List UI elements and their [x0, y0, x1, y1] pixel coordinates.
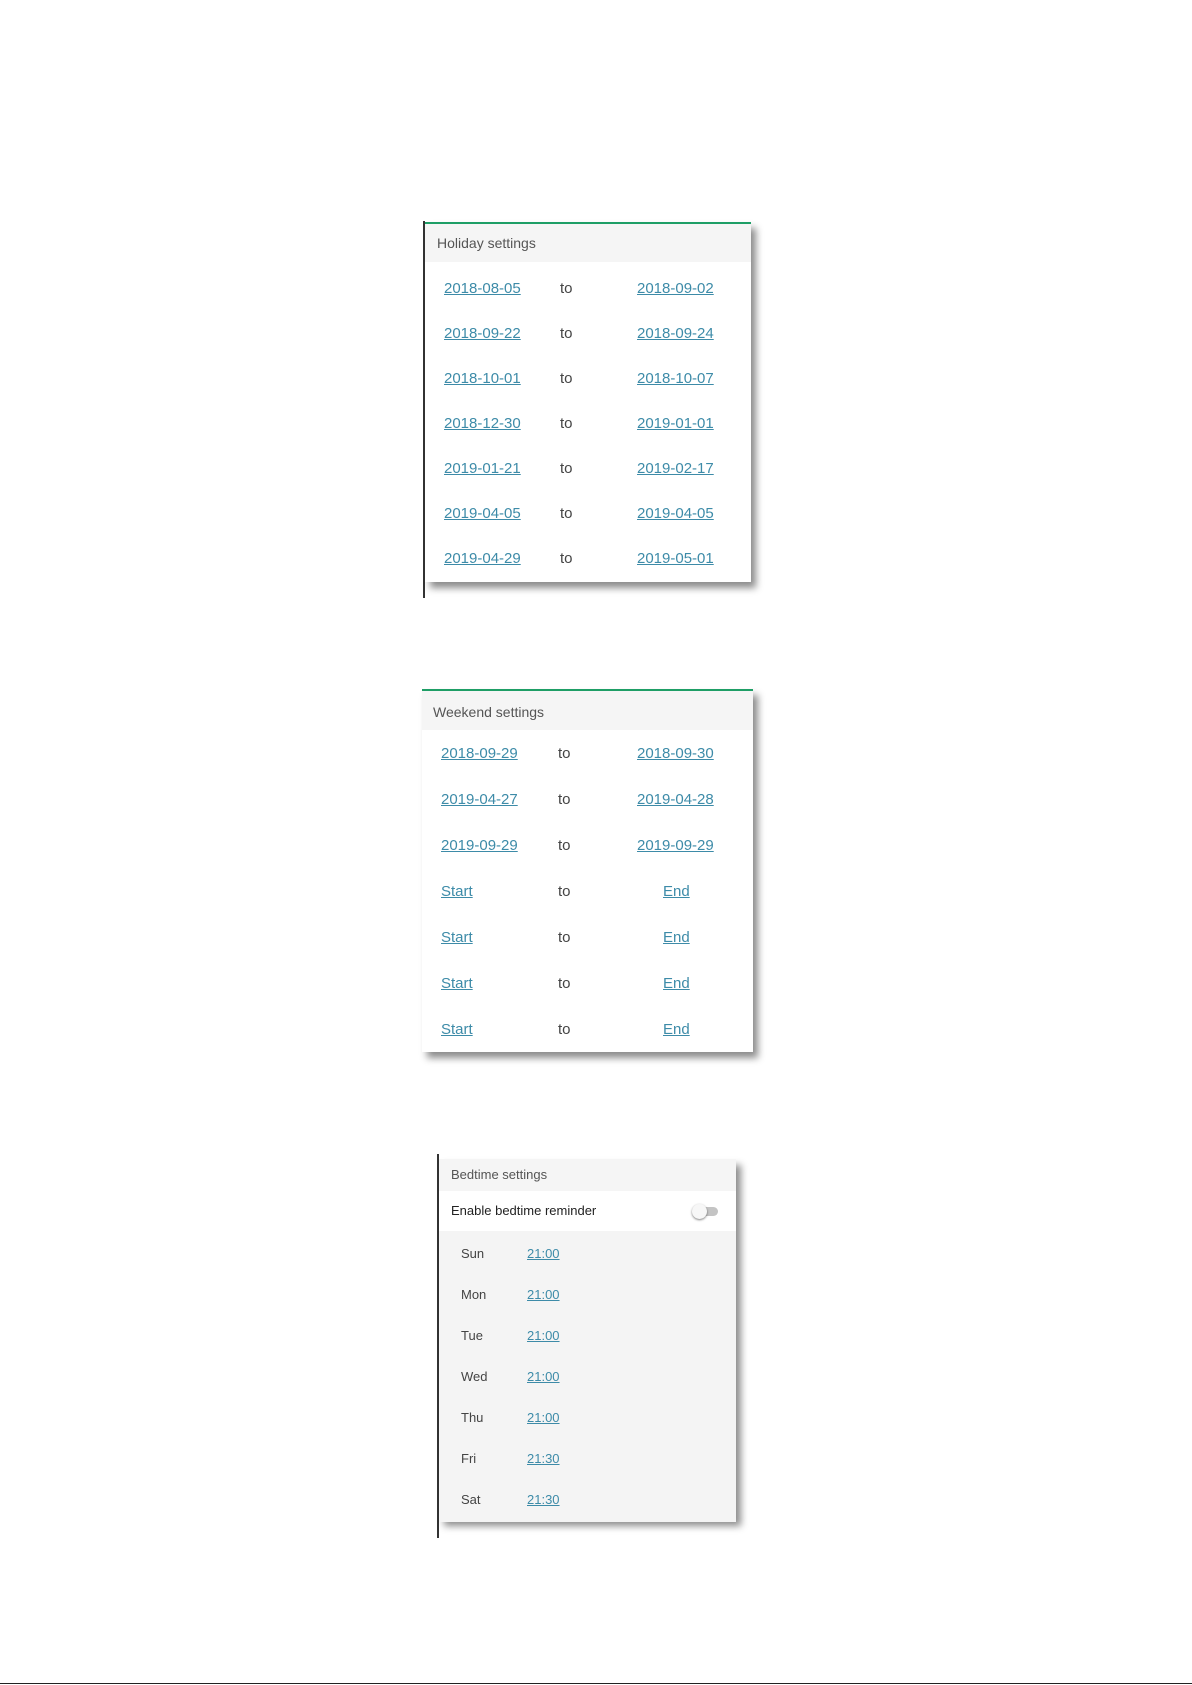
day-label: Fri	[461, 1451, 477, 1466]
range-separator: to	[558, 929, 571, 946]
holiday-end-date-link[interactable]: 2018-09-24	[637, 325, 714, 342]
range-separator: to	[560, 550, 573, 567]
weekend-range-list	[422, 730, 753, 1053]
enable-bedtime-reminder-label: Enable bedtime reminder	[451, 1203, 597, 1218]
day-label: Thu	[461, 1410, 484, 1425]
holiday-end-date-link[interactable]: 2019-01-01	[637, 415, 714, 432]
holiday-range-row	[425, 401, 751, 446]
day-label: Sun	[461, 1246, 485, 1261]
holiday-end-date-link[interactable]: 2018-10-07	[637, 370, 714, 387]
holiday-start-date-link[interactable]: 2019-04-05	[444, 505, 521, 522]
range-separator: to	[560, 460, 573, 477]
holiday-range-row	[425, 491, 751, 536]
range-separator: to	[560, 415, 573, 432]
holiday-end-date-link[interactable]: 2019-05-01	[637, 550, 714, 567]
range-separator: to	[558, 745, 571, 762]
weekend-start-date-link[interactable]: Start	[441, 975, 473, 992]
weekend-range-row	[422, 961, 753, 1007]
range-separator: to	[560, 280, 573, 297]
bedtime-day-row	[439, 1356, 736, 1397]
weekend-settings-title: Weekend settings	[422, 691, 753, 730]
weekend-end-date-link[interactable]: 2019-04-28	[637, 791, 714, 808]
day-label: Sat	[461, 1492, 481, 1507]
bedtime-day-list	[439, 1231, 736, 1522]
weekend-start-date-link[interactable]: Start	[441, 883, 473, 900]
bedtime-day-row	[439, 1233, 736, 1274]
range-separator: to	[560, 370, 573, 387]
bedtime-time-link[interactable]: 21:00	[527, 1246, 560, 1261]
bedtime-settings-panel	[439, 1159, 736, 1520]
weekend-start-date-link[interactable]: 2019-04-27	[441, 791, 518, 808]
holiday-range-row	[425, 266, 751, 311]
holiday-settings-panel	[425, 222, 751, 582]
range-separator: to	[560, 325, 573, 342]
weekend-end-date-link[interactable]: 2019-09-29	[637, 837, 714, 854]
weekend-end-date-link[interactable]: End	[663, 883, 690, 900]
holiday-end-date-link[interactable]: 2019-04-05	[637, 505, 714, 522]
holiday-end-date-link[interactable]: 2018-09-02	[637, 280, 714, 297]
weekend-range-row	[422, 823, 753, 869]
holiday-start-date-link[interactable]: 2019-01-21	[444, 460, 521, 477]
holiday-end-date-link[interactable]: 2019-02-17	[637, 460, 714, 477]
weekend-range-row	[422, 777, 753, 823]
holiday-range-row	[425, 536, 751, 581]
holiday-start-date-link[interactable]: 2019-04-29	[444, 550, 521, 567]
weekend-end-date-link[interactable]: End	[663, 1021, 690, 1038]
toggle-knob	[692, 1204, 707, 1219]
range-separator: to	[558, 1021, 571, 1038]
holiday-range-row	[425, 446, 751, 491]
holiday-start-date-link[interactable]: 2018-08-05	[444, 280, 521, 297]
range-separator: to	[560, 505, 573, 522]
weekend-range-row	[422, 731, 753, 777]
bedtime-time-link[interactable]: 21:00	[527, 1410, 560, 1425]
bedtime-time-link[interactable]: 21:30	[527, 1451, 560, 1466]
holiday-start-date-link[interactable]: 2018-09-22	[444, 325, 521, 342]
day-label: Tue	[461, 1328, 483, 1343]
range-separator: to	[558, 975, 571, 992]
day-label: Wed	[461, 1369, 488, 1384]
bedtime-reminder-toggle[interactable]	[692, 1204, 718, 1218]
holiday-range-list	[425, 262, 751, 581]
range-separator: to	[558, 837, 571, 854]
holiday-range-row	[425, 356, 751, 401]
weekend-end-date-link[interactable]: End	[663, 929, 690, 946]
range-separator: to	[558, 883, 571, 900]
weekend-range-row	[422, 1007, 753, 1053]
holiday-settings-title: Holiday settings	[425, 224, 751, 262]
weekend-end-date-link[interactable]: 2018-09-30	[637, 745, 714, 762]
bedtime-time-link[interactable]: 21:00	[527, 1369, 560, 1384]
bedtime-time-link[interactable]: 21:00	[527, 1328, 560, 1343]
weekend-range-row	[422, 915, 753, 961]
bedtime-settings-title: Bedtime settings	[439, 1159, 736, 1191]
page-bottom-rule	[0, 1683, 1192, 1684]
bedtime-day-row	[439, 1479, 736, 1520]
bedtime-day-row	[439, 1438, 736, 1479]
holiday-start-date-link[interactable]: 2018-10-01	[444, 370, 521, 387]
weekend-settings-panel	[422, 689, 753, 1052]
holiday-start-date-link[interactable]: 2018-12-30	[444, 415, 521, 432]
bedtime-day-row	[439, 1315, 736, 1356]
day-label: Mon	[461, 1287, 487, 1302]
bedtime-time-link[interactable]: 21:30	[527, 1492, 560, 1507]
weekend-start-date-link[interactable]: 2018-09-29	[441, 745, 518, 762]
weekend-start-date-link[interactable]: Start	[441, 1021, 473, 1038]
bedtime-day-row	[439, 1397, 736, 1438]
holiday-range-row	[425, 311, 751, 356]
range-separator: to	[558, 791, 571, 808]
bedtime-time-link[interactable]: 21:00	[527, 1287, 560, 1302]
weekend-start-date-link[interactable]: 2019-09-29	[441, 837, 518, 854]
weekend-start-date-link[interactable]: Start	[441, 929, 473, 946]
enable-bedtime-reminder-row	[439, 1191, 736, 1231]
weekend-range-row	[422, 869, 753, 915]
bedtime-day-row	[439, 1274, 736, 1315]
weekend-end-date-link[interactable]: End	[663, 975, 690, 992]
